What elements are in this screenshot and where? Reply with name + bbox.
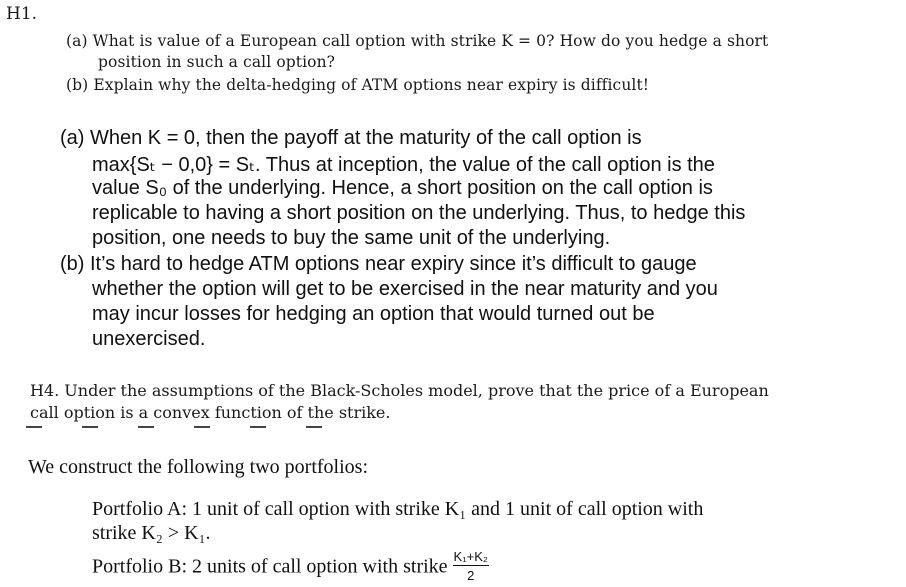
answer-b-line-2: whether the option will get to be exercised in the near maturity and you (92, 278, 718, 300)
h4-line-1: H4. Under the assumptions of the Black-Scholes model, prove that the price of a European (30, 381, 769, 400)
portfolio-b-text: Portfolio B: 2 units of call option with strike (92, 555, 448, 578)
answer-a-line-5: position, one needs to buy the same unit of the underlying. (92, 227, 611, 249)
question-b: (b) Explain why the delta-hedging of ATM options near expiry is difficult! (66, 76, 650, 94)
question-a-line-2: position in such a call option? (98, 53, 336, 71)
solution-intro: We construct the following two portfolios: (28, 456, 368, 478)
answer-b-line-3: may incur losses for hedging an option that would turned out be (92, 303, 655, 325)
strike-average-fraction (453, 550, 489, 582)
answer-a-line-2: max{Sₜ − 0,0} = Sₜ. Thus at inception, the value of the call option is the (92, 154, 715, 176)
portfolio-a-line-1: Portfolio A: 1 unit of call option with strike K₁ and 1 unit of call option with (92, 498, 704, 520)
fraction-numerator: K₁+K₂ (453, 549, 488, 564)
answer-a-line-1: (a) When K = 0, then the payoff at the maturity of the call option is (60, 127, 642, 149)
answer-a-line-4: replicable to having a short position on the underlying. Thus, to hedge this (92, 202, 746, 224)
answer-b-line-1: (b) It’s hard to hedge ATM options near expiry since it’s difficult to gauge (60, 253, 697, 275)
fraction-denominator: 2 (467, 568, 475, 583)
portfolio-a-line-2: strike K₂ > K₁. (92, 522, 211, 544)
question-a-line-1: (a) What is value of a European call option with strike K = 0? How do you hedge a short (66, 32, 769, 50)
portfolio-b-line (92, 549, 489, 584)
answer-b-line-4: unexercised. (92, 328, 206, 350)
h4-line-2: call option is a convex function of the strike. (30, 403, 391, 422)
h1-title: H1. (6, 4, 38, 24)
cropped-text-remnant (26, 424, 406, 432)
answer-a-line-3: value S₀ of the underlying. Hence, a short position on the call option is (92, 177, 713, 199)
